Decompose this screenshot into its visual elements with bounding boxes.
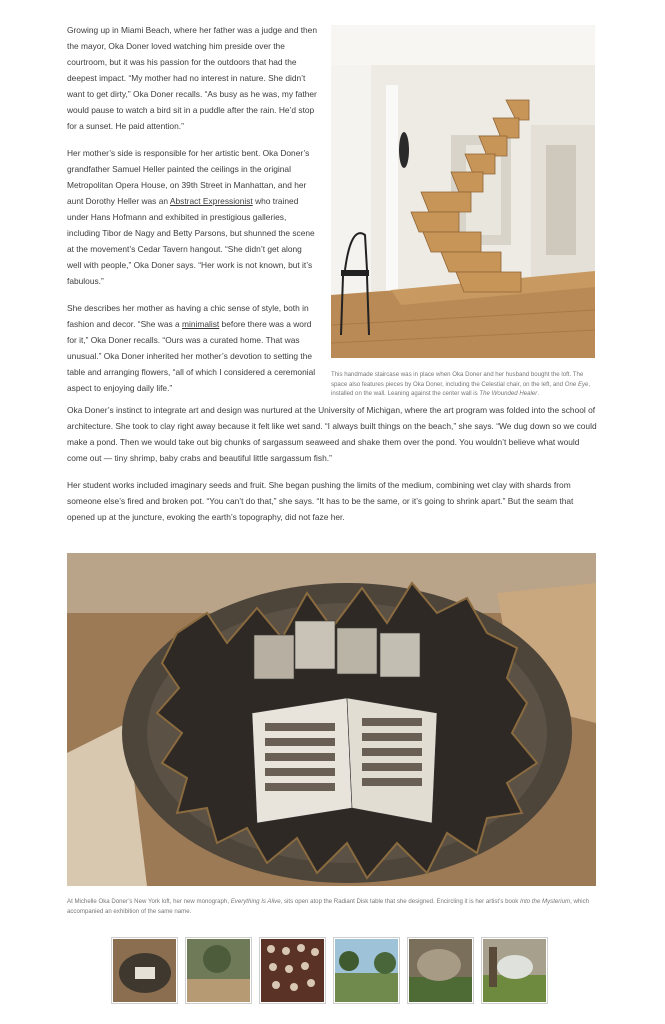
thumbnail-2[interactable] xyxy=(185,937,252,1004)
into-the-mysterium-title: Into the Mysterium xyxy=(520,898,571,905)
minimalist-link[interactable]: minimalist xyxy=(182,319,220,329)
article-text-wide xyxy=(67,402,597,536)
table-caption-text-c: , which accompanied an exhibition of the same name. xyxy=(67,898,590,915)
paragraph-5: Her student works included imaginary seeds and fruit. She began pushing the limits of the medium, combining wet clay with shards from someone else’s fired and broken pot. “You can’t do that,” she says. “It has to be the same, or it’s going to shrink apart.” But the seam that opened up at the juncture, evoking the earth’s topography, did not faze her. xyxy=(67,480,574,522)
gallery-thumbnails xyxy=(111,937,548,1004)
table-caption xyxy=(67,897,597,916)
staircase-caption-text-a: This handmade staircase was in place when Oka Doner and her husband bought the loft. The space also features pieces by Oka Doner, including the Celestial chair, on the left, and xyxy=(331,371,584,388)
everything-is-alive-title: Everything Is Alive xyxy=(230,898,281,905)
paragraph-2 xyxy=(67,145,317,289)
paragraph-2-text-a: Her mother’s side is responsible for her artistic bent. Oka Doner’s grandfather Samuel Heller painted the ceilings in the original Metropolitan Opera House, on 39th Street in Manhattan, and her aunt Dorothy Heller was an xyxy=(67,148,310,206)
staircase-caption xyxy=(331,370,595,399)
radiant-disk-table-photo[interactable] xyxy=(67,553,596,886)
table-caption-text-a: At Michelle Oka Doner’s New York loft, her new monograph, xyxy=(67,898,231,905)
thumbnail-6[interactable] xyxy=(481,937,548,1004)
staircase-illustration xyxy=(331,25,595,358)
paragraph-2-text-b: who trained under Hans Hofmann and exhibited in prestigious galleries, including Tibor de Nagy and Betty Parsons, but shunned the scene at the movement’s Cedar Tavern hangout. “She didn’t get along well with people,” Oka Doner says. “Her work is not known, but it’s fabulous.” xyxy=(67,196,315,286)
one-eye-title: One Eye xyxy=(564,380,589,388)
paragraph-1: Growing up in Miami Beach, where her father was a judge and then the mayor, Oka Doner loved watching him preside over the courtroom, but it was his passion for the outdoors that had the deepest impact. “My mother had no interest in nature. She didn’t want to get dirty,” Oka Doner recalls. “As busy as he was, my father would pause to watch a bird sit in a puddle after the rain. He’d stop for a sunset. He paid attention.” xyxy=(67,25,317,131)
thumbnail-1[interactable] xyxy=(111,937,178,1004)
table-illustration xyxy=(67,553,596,886)
staircase-photo[interactable] xyxy=(331,25,595,358)
paragraph-4: Oka Doner’s instinct to integrate art and design was nurtured at the University of Michigan, where the art program was folded into the school of architecture. She took to clay right away because it felt like wet sand. “I always built things on the beach,” she says. “We dug down so we could make a pond. Then we would take out big chunks of sargassum seaweed and shake them over the pond. You wouldn’t believe what would come out — tiny shrimp, baby crabs and beautiful little sargassum fish.” xyxy=(67,405,597,463)
staircase-caption-text-b: , installed on the wall. Leaning against the center wall is xyxy=(331,380,591,397)
abstract-expressionist-link[interactable]: Abstract Expressionist xyxy=(169,196,253,206)
table-caption-text-b: , sits open atop the Radiant Disk table that she designed. Encircling it is her artist’s book xyxy=(280,898,520,905)
paragraph-3-text-b: before there was a word for it,” Oka Doner recalls. “Ours was a curated home. That was unusual.” Oka Doner inherited her mother’s devotion to setting the table and arranging flowers, “all of which I considered a ceremonial aspect to enjoying daily life.” xyxy=(67,319,316,393)
paragraph-3-text-a: She describes her mother as having a chic sense of style, both in fashion and decor. “She was a xyxy=(67,303,309,329)
thumbnail-5[interactable] xyxy=(407,937,474,1004)
paragraph-3 xyxy=(67,300,317,396)
thumbnail-4[interactable] xyxy=(333,937,400,1004)
article-text-column xyxy=(67,22,317,407)
staircase-caption-text-c: . xyxy=(537,390,540,397)
wounded-healer-title: The Wounded Healer xyxy=(479,390,538,397)
thumbnail-3[interactable] xyxy=(259,937,326,1004)
